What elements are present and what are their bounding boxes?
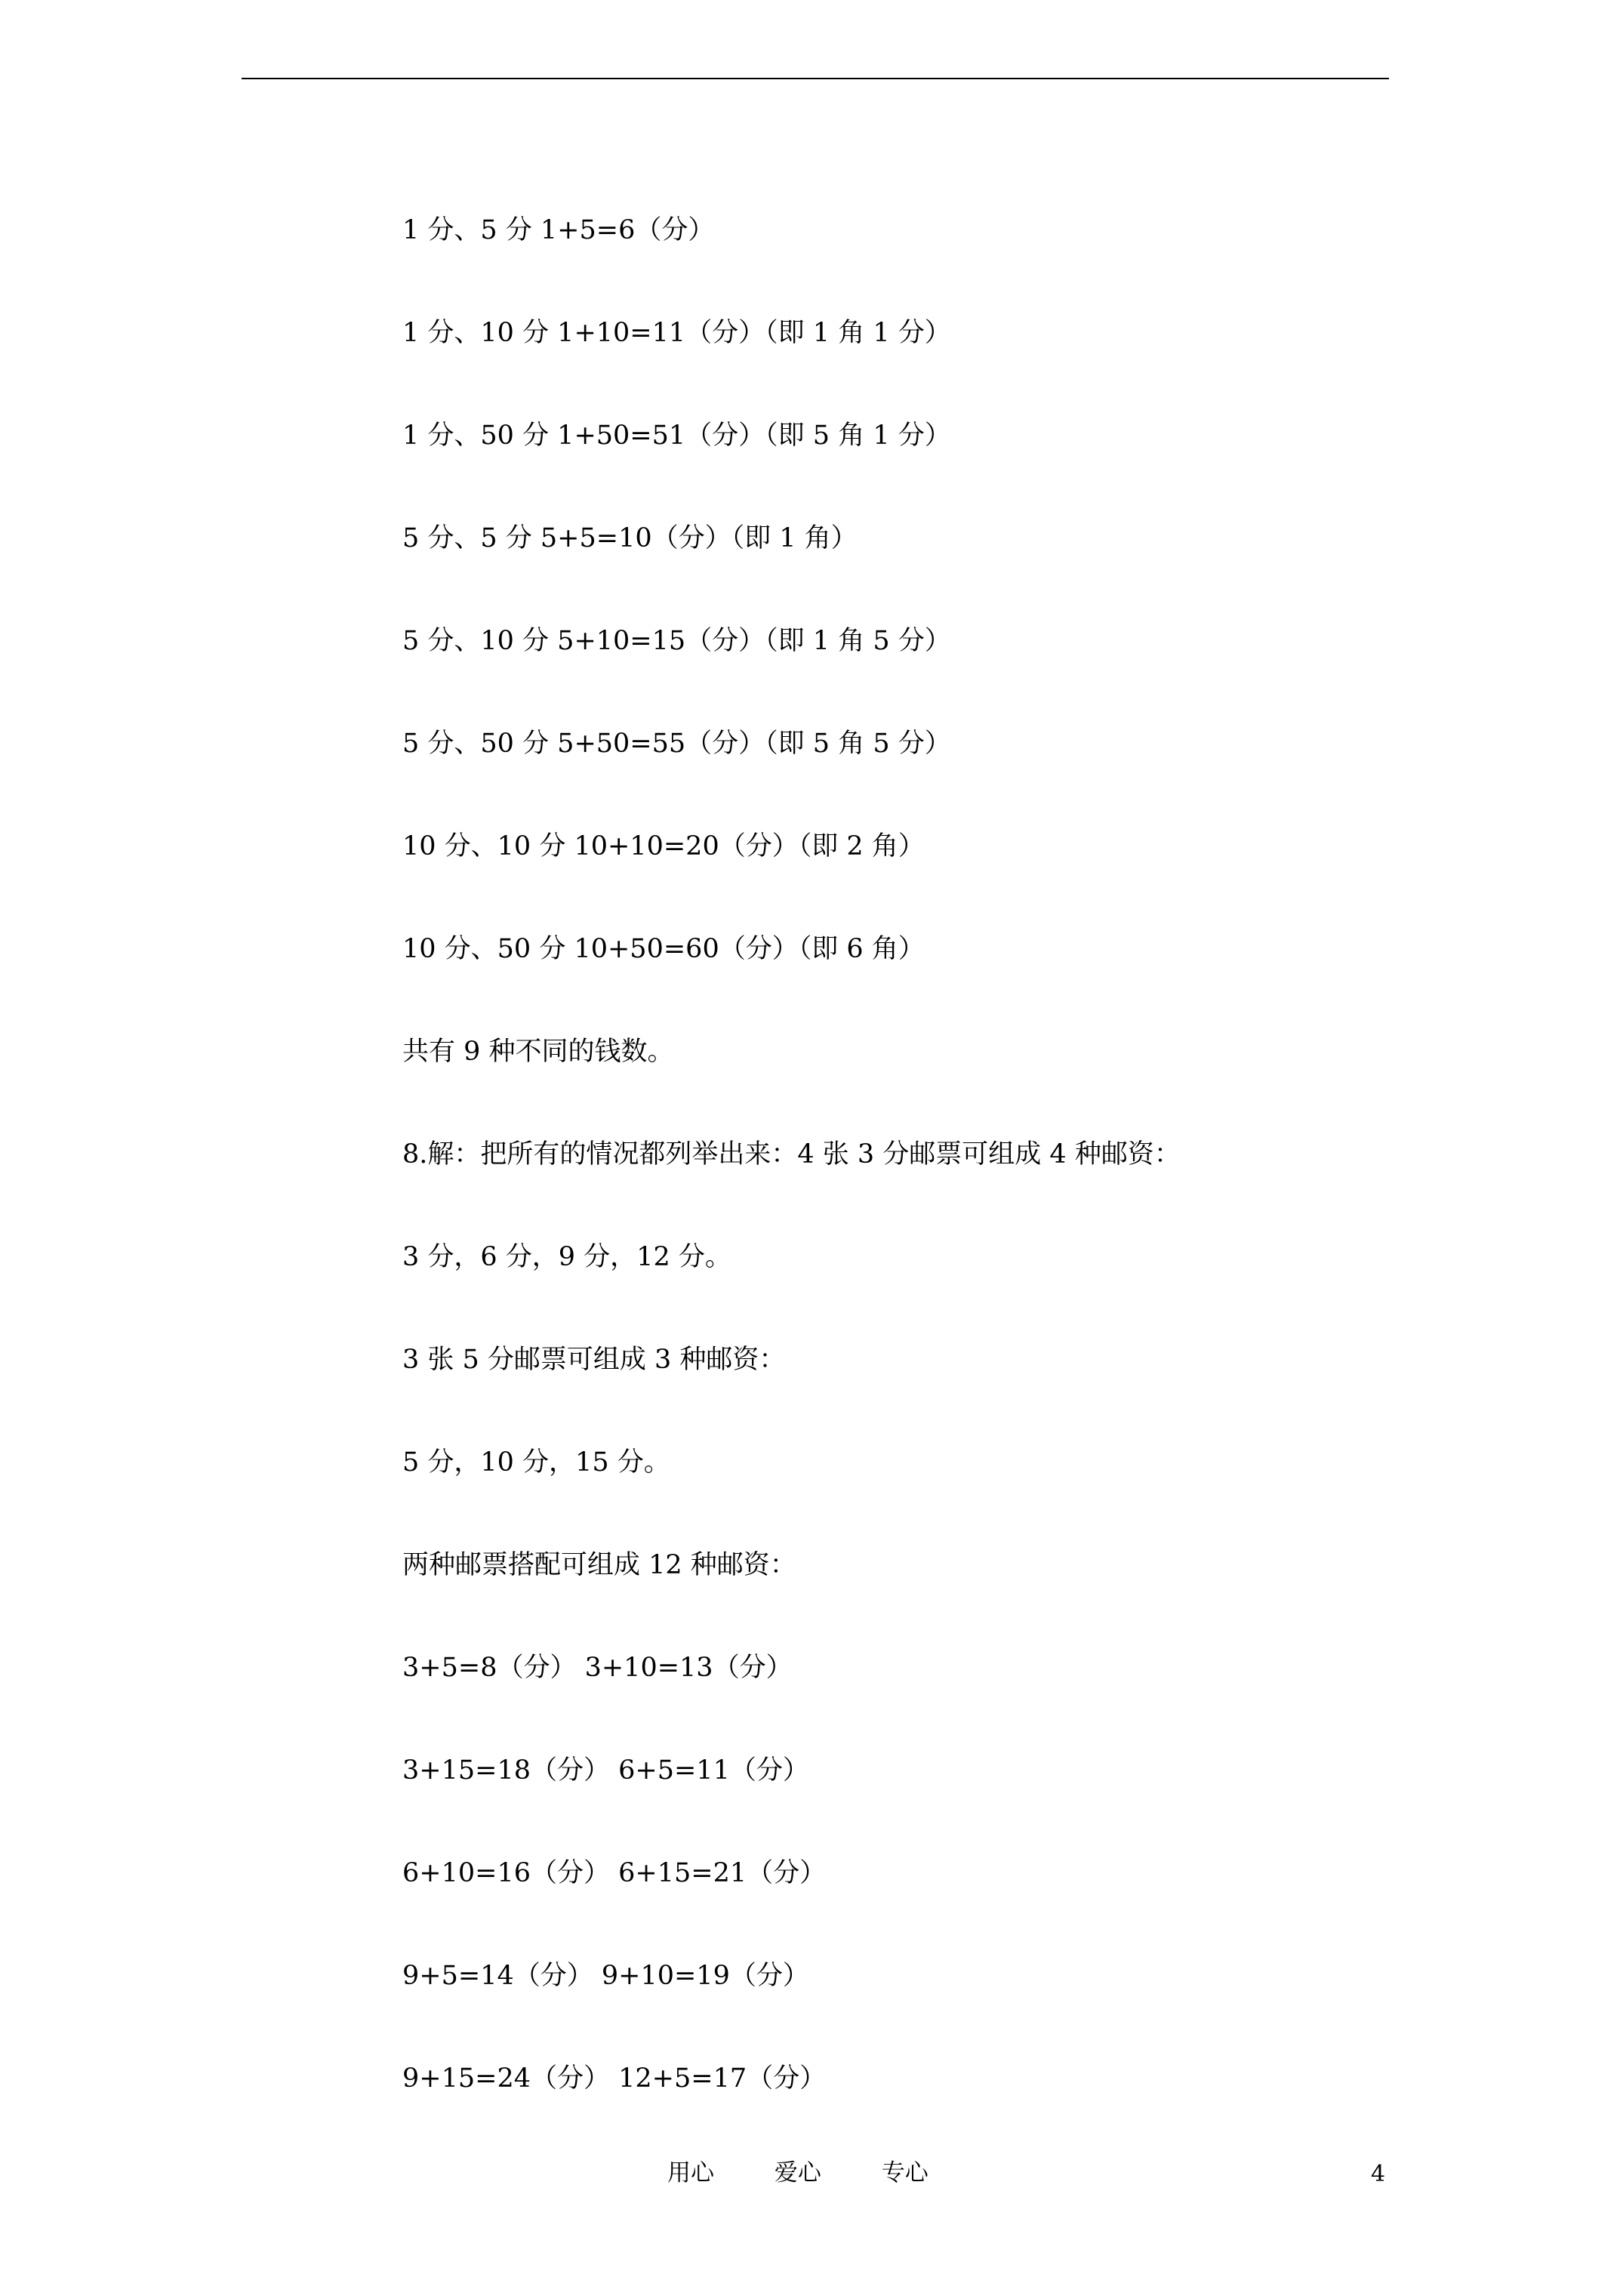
content-line: 10 分、50 分 10+50=60（分）（即 6 角） [402,934,925,964]
content-line: 1 分、50 分 1+50=51（分）（即 5 角 1 分） [402,421,951,451]
content-line: 1 分、10 分 1+10=11（分）（即 1 角 1 分） [402,318,951,348]
content-line: 6+10=16（分） 6+15=21（分） [402,1858,827,1888]
content-line: 5 分、5 分 5+5=10（分）（即 1 角） [402,523,858,553]
content-line: 8.解：把所有的情况都列举出来：4 张 3 分邮票可组成 4 种邮资： [402,1139,1181,1170]
content-line: 10 分、10 分 10+10=20（分）（即 2 角） [402,831,925,861]
content-line: 9+15=24（分） 12+5=17（分） [402,2063,827,2094]
content-line: 3+5=8（分） 3+10=13（分） [402,1653,793,1683]
content-line: 两种邮票搭配可组成 12 种邮资： [402,1550,796,1580]
content-line: 3+15=18（分） 6+5=11（分） [402,1755,809,1786]
content-line: 5 分，10 分，15 分。 [402,1447,670,1478]
footer-motto-word: 用心 [667,2159,714,2187]
footer-motto-word: 专心 [881,2159,929,2187]
content-line: 1 分、5 分 1+5=6（分） [402,215,715,245]
content-line: 3 分，6 分，9 分，12 分。 [402,1242,731,1272]
footer-motto [667,2158,929,2188]
content-line: 共有 9 种不同的钱数。 [402,1037,674,1067]
content-line: 5 分、10 分 5+10=15（分）（即 1 角 5 分） [402,626,951,656]
content-line: 9+5=14（分） 9+10=19（分） [402,1961,809,1991]
header-rule [242,78,1389,79]
page-number: 4 [1371,2161,1386,2187]
content-line: 5 分、50 分 5+50=55（分）（即 5 角 5 分） [402,729,951,759]
footer-motto-word: 爱心 [774,2159,821,2187]
content-line: 3 张 5 分邮票可组成 3 种邮资： [402,1345,786,1375]
